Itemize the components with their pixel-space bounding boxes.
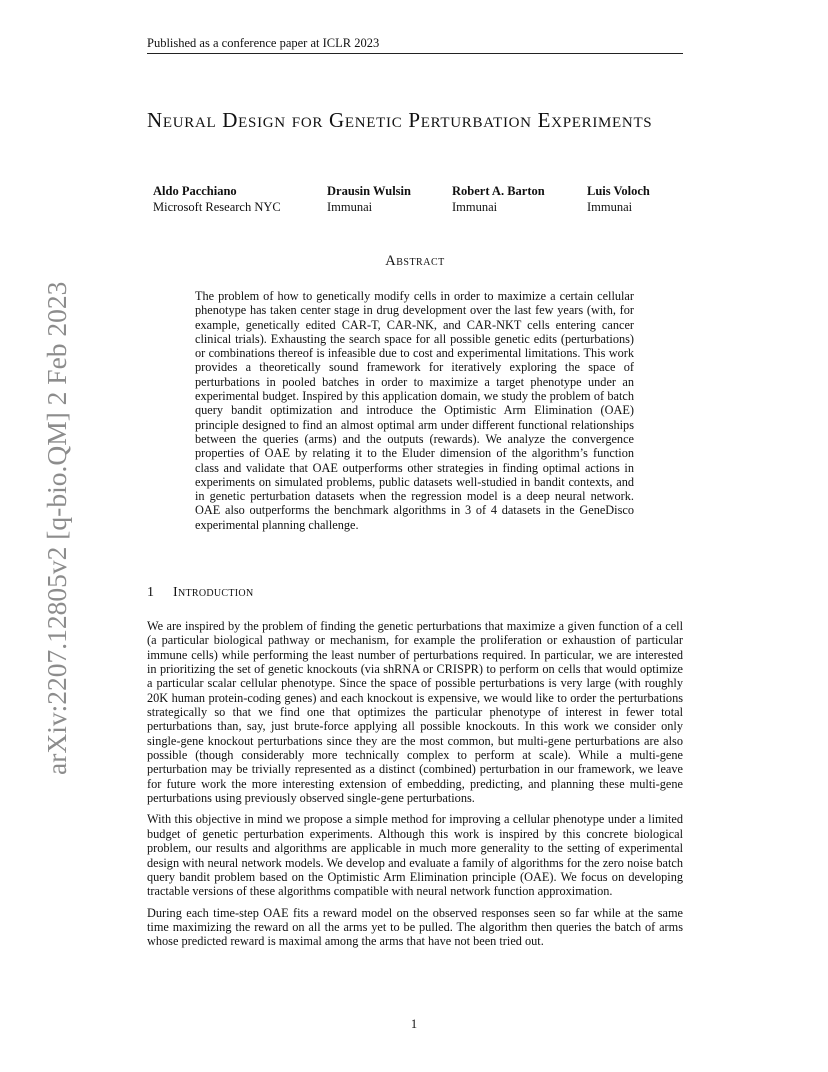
author-block bbox=[147, 183, 707, 217]
running-header: Published as a conference paper at ICLR 2023 bbox=[147, 36, 380, 50]
author-affiliation: Immunai bbox=[327, 200, 373, 214]
author-affiliation: Microsoft Research NYC bbox=[153, 200, 281, 214]
header-rule bbox=[147, 53, 683, 54]
page-number: 1 bbox=[410, 1017, 418, 1031]
author-affiliation: Immunai bbox=[452, 200, 498, 214]
author-4 bbox=[587, 183, 650, 215]
arxiv-stamp: arXiv:2207.12805v2 [q-bio.QM] 2 Feb 2023 bbox=[41, 281, 72, 775]
paragraph: During each time-step OAE fits a reward model on the observed responses seen so far while at the same time maximizing the reward on all the arms yet to be pulled. The algorithm then queries the batch of arms whose predicted reward is maximal among the arms that have not been tried out. bbox=[147, 905, 683, 949]
section-heading bbox=[147, 585, 683, 601]
abstract-text: The problem of how to genetically modify cells in order to maximize a certain cellular phenotype has taken center stage in drug development over the last few years (with, for example, genetically edited CAR-T, CAR-NK, and CAR-NKT cells entering cancer clinical trials). Exhausting the search space for all possible genetic edits (perturbations) or combinations thereof is infeasible due to cost and experimental limitations. This work provides a theoretically sound framework for iteratively exploring the space of perturbations in pooled batches in order to maximize a target phenotype under an experimental budget. Inspired by this application domain, we study the problem of batch query bandit optimization and introduce the Optimistic Arm Elimination (OAE) principle designed to find an almost optimal arm under different functional relationships between the queries (arms) and the outputs (rewards). We analyze the convergence properties of OAE by relating it to the Eluder dimension of the algorithm’s function class and validate that OAE outperforms other strategies in finding optimal actions in experiments on simulated problems, public datasets well-studied in bandit contexts, and in genetic perturbation datasets when the regression model is a deep neural network. OAE also outperforms the benchmark algorithms in 3 of 4 datasets in the GeneDisco experimental planning challenge. bbox=[195, 289, 634, 532]
author-affiliation: Immunai bbox=[587, 200, 633, 214]
paragraph: We are inspired by the problem of finding the genetic perturbations that maximize a given function of a cell (a particular biological pathway or mechanism, for example the proliferation or exhaustion of particular immune cells) while performing the least number of perturbations required. In particular, we are interested in prioritizing the set of genetic knockouts (via shRNA or CRISPR) to perform on cells that would optimize a particular scalar cellular phenotype. Since the space of possible perturbations is very large (with roughly 20K human protein-coding genes) and each knockout is expensive, we would like to order the perturbations strategically so that we find one that optimizes the particular phenotype of interest in fewer total perturbations than, say, just brute-force applying all possible knockouts. In this work we consider only single-gene knockout perturbations since they are the most common, but multi-gene perturbations are also possible (though considerably more technically complex to perform at scale). While a multi-gene perturbation may be trivially represented as a distinct (combined) perturbation in our framework, we leave for future work the more interesting extension of embedding, predicting, and planning these multi-gene perturbations using previously observed single-gene perturbations. bbox=[147, 619, 683, 806]
introduction-body bbox=[147, 619, 683, 956]
author-name: Robert A. Barton bbox=[452, 184, 545, 198]
author-1 bbox=[153, 183, 281, 215]
section-title: Introduction bbox=[173, 585, 254, 600]
author-3 bbox=[452, 183, 545, 215]
paragraph: With this objective in mind we propose a simple method for improving a cellular phenotype under a limited budget of genetic perturbation experiments. Although this work is inspired by this concrete biological problem, our results and algorithms are applicable in much more generality to the setting of experimental design with neural network models. We develop and evaluate a family of algorithms for the zero noise batch query bandit problem based on the Optimistic Arm Elimination principle (OAE). We focus on developing tractable versions of these algorithms compatible with neural network function approximation. bbox=[147, 812, 683, 899]
author-name: Luis Voloch bbox=[587, 184, 650, 198]
section-number: 1 bbox=[147, 585, 155, 600]
author-name: Aldo Pacchiano bbox=[153, 184, 237, 198]
abstract-heading: Abstract bbox=[385, 253, 445, 269]
author-name: Drausin Wulsin bbox=[327, 184, 411, 198]
author-2 bbox=[327, 183, 411, 215]
paper-title: Neural Design for Genetic Perturbation Experiments bbox=[147, 108, 653, 132]
